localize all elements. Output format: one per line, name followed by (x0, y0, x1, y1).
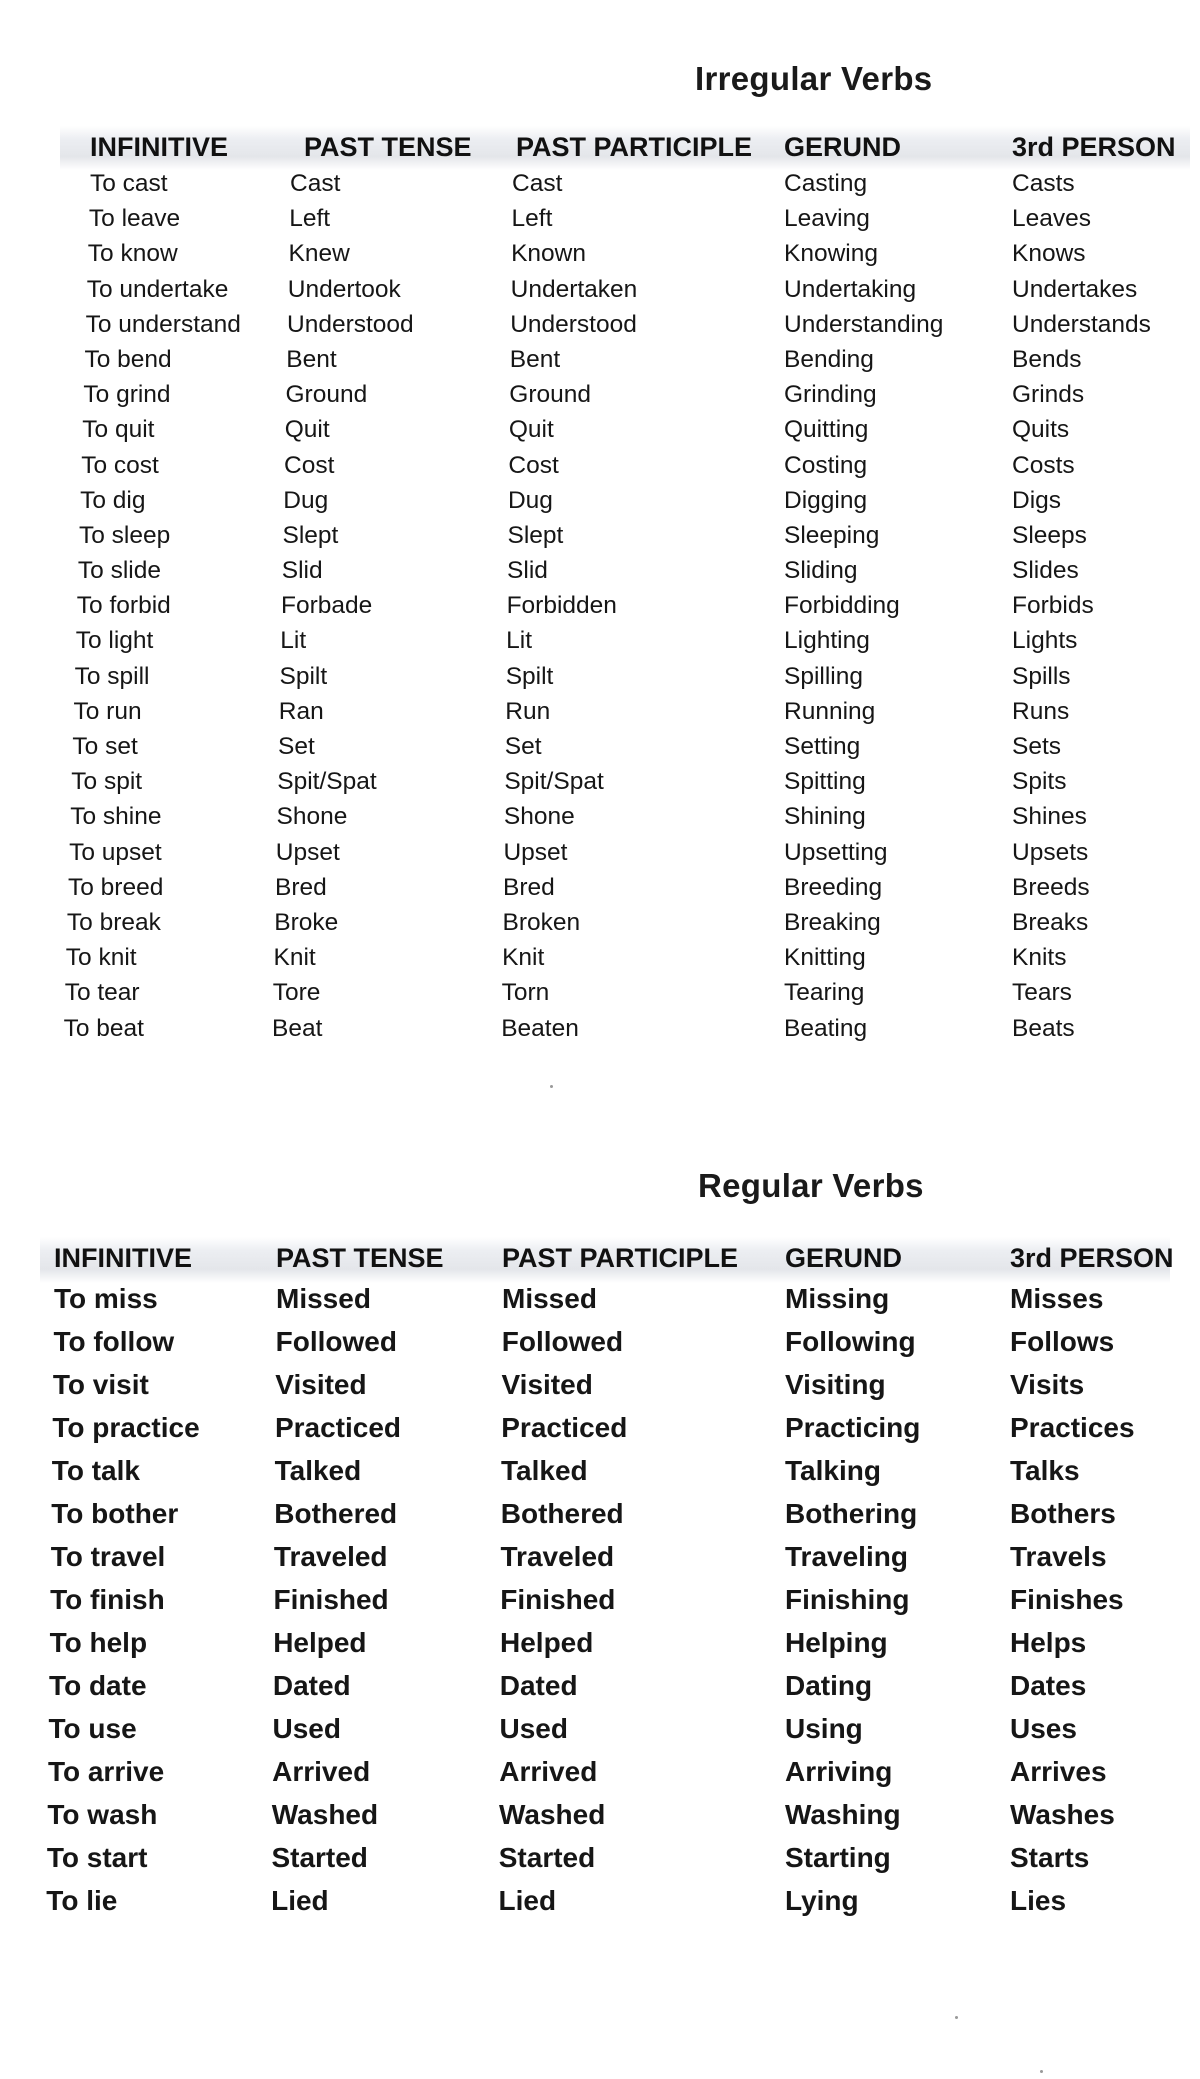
cell-infinitive: To leave (88, 205, 181, 233)
table-row (40, 1713, 1170, 1756)
cell-gerund: Casting (784, 170, 868, 197)
cell-past-participle: Broken (502, 908, 581, 936)
cell-third-person: Spills (1012, 662, 1071, 690)
cell-past-tense: Shone (276, 803, 348, 831)
cell-gerund: Lying (785, 1885, 859, 1916)
cell-past-participle: Finished (500, 1584, 616, 1615)
cell-past-participle: Cost (508, 451, 559, 479)
cell-past-tense: Spilt (279, 662, 328, 690)
table-row (60, 557, 1190, 592)
table-row (40, 1756, 1170, 1799)
cell-third-person: Talks (1010, 1455, 1080, 1486)
header-3rd-person: 3rd PERSON (1010, 1243, 1174, 1273)
cell-third-person: Sets (1012, 733, 1062, 760)
cell-past-participle: Started (498, 1842, 596, 1873)
cell-past-participle: Dug (507, 486, 553, 514)
cell-third-person: Undertakes (1012, 275, 1138, 303)
table-row (60, 909, 1190, 944)
irregular-rows (60, 170, 1190, 1050)
cell-past-participle: Bent (509, 345, 561, 373)
cell-past-tense: Cast (290, 170, 341, 197)
table-row (60, 416, 1190, 451)
cell-past-participle: Arrived (499, 1756, 598, 1787)
cell-gerund: Practicing (785, 1412, 921, 1443)
cell-infinitive: To bother (51, 1498, 179, 1529)
table-row (40, 1627, 1170, 1670)
cell-infinitive: To arrive (47, 1756, 165, 1787)
cell-gerund: Using (785, 1713, 863, 1744)
table-row (60, 979, 1190, 1014)
cell-past-tense: Cost (284, 451, 335, 479)
cell-past-participle: Missed (502, 1283, 597, 1314)
cell-gerund: Washing (785, 1799, 901, 1830)
cell-infinitive: To quit (82, 416, 155, 444)
cell-gerund: Knitting (784, 944, 866, 972)
regular-rows (40, 1283, 1170, 1928)
cell-past-participle: Shone (503, 803, 575, 831)
cell-infinitive: To wash (47, 1799, 158, 1830)
cell-third-person: Tears (1012, 979, 1072, 1007)
cell-past-tense: Beat (272, 1014, 323, 1042)
cell-past-participle: Undertaken (510, 275, 638, 303)
cell-past-participle: Ground (509, 381, 592, 409)
cell-infinitive: To upset (69, 838, 162, 866)
cell-third-person: Understands (1012, 310, 1151, 338)
table-row (40, 1670, 1170, 1713)
cell-gerund: Sleeping (784, 521, 880, 549)
cell-infinitive: To use (48, 1713, 137, 1744)
cell-past-participle: Followed (501, 1326, 624, 1357)
cell-infinitive: To slide (77, 557, 161, 585)
cell-past-participle: Lit (506, 627, 533, 655)
cell-past-tense: Dated (272, 1670, 351, 1701)
cell-past-participle: Upset (503, 838, 568, 866)
cell-third-person: Slides (1012, 557, 1079, 585)
cell-gerund: Following (785, 1326, 916, 1357)
cell-past-tense: Used (272, 1713, 341, 1744)
header-infinitive: INFINITIVE (90, 132, 229, 162)
cell-gerund: Bothering (785, 1498, 918, 1529)
cell-past-participle: Dated (499, 1670, 578, 1701)
cell-past-tense: Started (271, 1842, 368, 1873)
cell-infinitive: To forbid (76, 592, 171, 620)
cell-gerund: Starting (785, 1842, 891, 1873)
cell-gerund: Undertaking (784, 275, 917, 303)
header-infinitive: INFINITIVE (54, 1243, 193, 1273)
cell-third-person: Leaves (1012, 205, 1092, 233)
table-row (40, 1541, 1170, 1584)
cell-infinitive: To date (49, 1670, 147, 1701)
cell-infinitive: To set (72, 733, 138, 760)
header-past-tense: PAST TENSE (276, 1243, 444, 1273)
cell-past-tense: Helped (273, 1627, 367, 1658)
regular-verbs-table (40, 1237, 1174, 1928)
table-row (60, 170, 1190, 205)
table-row (60, 733, 1190, 768)
cell-gerund: Beating (784, 1014, 868, 1042)
cell-gerund: Upsetting (784, 838, 888, 866)
cell-third-person: Travels (1010, 1541, 1107, 1572)
table-row (60, 592, 1190, 627)
cell-past-tense: Set (278, 733, 315, 760)
cell-third-person: Bends (1012, 345, 1082, 373)
cell-infinitive: To dig (80, 486, 146, 514)
table-row (40, 1842, 1170, 1885)
cell-gerund: Dating (785, 1670, 873, 1701)
cell-infinitive: To bend (84, 345, 172, 373)
header-past-participle: PAST PARTICIPLE (516, 132, 753, 162)
cell-infinitive: To spit (71, 768, 143, 796)
cell-past-tense: Washed (271, 1799, 379, 1830)
header-gerund: GERUND (785, 1243, 903, 1273)
cell-infinitive: To follow (53, 1326, 175, 1357)
irregular-header-row (60, 126, 1190, 170)
cell-third-person: Grinds (1012, 381, 1085, 409)
table-row (60, 627, 1190, 662)
cell-third-person: Misses (1010, 1283, 1104, 1314)
cell-past-tense: Ground (285, 381, 368, 409)
cell-past-participle: Spit/Spat (504, 768, 604, 796)
cell-third-person: Spits (1012, 768, 1067, 796)
cell-infinitive: To practice (52, 1412, 200, 1443)
cell-infinitive: To run (73, 697, 142, 725)
cell-past-participle: Lied (498, 1885, 557, 1916)
cell-gerund: Missing (785, 1283, 890, 1314)
table-row (40, 1326, 1170, 1369)
table-row (60, 874, 1190, 909)
cell-third-person: Helps (1010, 1627, 1087, 1658)
cell-infinitive: To cast (90, 170, 168, 197)
cell-infinitive: To spill (74, 662, 150, 690)
cell-past-participle: Forbidden (506, 592, 617, 620)
cell-past-tense: Ran (278, 697, 324, 725)
cell-past-tense: Quit (284, 416, 330, 444)
cell-past-tense: Knew (288, 240, 350, 268)
cell-third-person: Beats (1012, 1014, 1075, 1042)
regular-header-row (40, 1237, 1174, 1283)
cell-third-person: Runs (1012, 697, 1070, 725)
cell-infinitive: To help (49, 1627, 148, 1658)
cell-past-tense: Slept (282, 521, 339, 549)
cell-third-person: Quits (1012, 416, 1070, 444)
cell-past-tense: Bothered (274, 1498, 398, 1529)
table-row (40, 1455, 1170, 1498)
cell-gerund: Costing (784, 451, 868, 479)
cell-third-person: Arrives (1010, 1756, 1107, 1787)
cell-past-participle: Slid (507, 557, 548, 585)
cell-past-tense: Followed (275, 1326, 397, 1357)
cell-gerund: Quitting (784, 416, 869, 444)
table-row (40, 1799, 1170, 1842)
scan-speck (1040, 2070, 1043, 2073)
header-3rd-person: 3rd PERSON (1012, 132, 1176, 162)
cell-gerund: Understanding (784, 310, 944, 338)
cell-past-participle: Understood (510, 310, 637, 338)
table-row (40, 1283, 1170, 1326)
cell-infinitive: To breed (68, 873, 164, 901)
cell-infinitive: To miss (54, 1283, 158, 1314)
cell-gerund: Talking (785, 1455, 881, 1486)
cell-gerund: Traveling (785, 1541, 908, 1572)
cell-past-participle: Knit (502, 944, 545, 972)
cell-past-tense: Slid (281, 557, 323, 585)
cell-infinitive: To shine (70, 803, 162, 831)
cell-third-person: Starts (1010, 1842, 1090, 1873)
cell-past-tense: Knit (273, 944, 316, 972)
table-row (60, 381, 1190, 416)
table-row (60, 311, 1190, 346)
table-row (60, 663, 1190, 698)
cell-past-tense: Undertook (287, 275, 401, 303)
cell-infinitive: To light (75, 627, 154, 655)
table-row (40, 1369, 1170, 1412)
cell-past-tense: Dug (283, 486, 329, 514)
cell-past-participle: Washed (499, 1799, 606, 1830)
cell-gerund: Bending (784, 345, 874, 373)
cell-infinitive: To knit (65, 944, 137, 972)
cell-past-tense: Bent (286, 345, 337, 373)
table-row (60, 522, 1190, 557)
cell-third-person: Lies (1010, 1885, 1067, 1916)
cell-infinitive: To visit (52, 1369, 149, 1400)
cell-past-participle: Run (505, 697, 551, 725)
cell-past-participle: Bothered (500, 1498, 624, 1529)
cell-past-participle: Practiced (501, 1412, 628, 1443)
irregular-verbs-table (60, 126, 1190, 1050)
table-row (60, 1015, 1190, 1050)
cell-third-person: Breaks (1012, 908, 1089, 936)
cell-past-participle: Quit (508, 416, 554, 444)
cell-infinitive: To tear (64, 979, 140, 1007)
header-past-participle: PAST PARTICIPLE (502, 1243, 739, 1273)
cell-past-participle: Torn (501, 979, 550, 1007)
cell-infinitive: To grind (83, 381, 171, 409)
table-row (40, 1584, 1170, 1627)
cell-third-person: Upsets (1012, 838, 1089, 866)
cell-third-person: Practices (1010, 1412, 1135, 1443)
table-row (60, 487, 1190, 522)
cell-third-person: Casts (1012, 170, 1075, 197)
cell-past-tense: Understood (287, 310, 414, 338)
cell-past-participle: Used (499, 1713, 568, 1744)
cell-third-person: Visits (1010, 1369, 1085, 1400)
cell-gerund: Leaving (784, 205, 870, 233)
cell-past-participle: Visited (501, 1369, 593, 1400)
cell-past-participle: Helped (500, 1627, 594, 1658)
cell-third-person: Follows (1010, 1326, 1115, 1357)
cell-infinitive: To start (46, 1842, 148, 1873)
cell-gerund: Grinding (784, 381, 877, 409)
table-row (60, 452, 1190, 487)
cell-infinitive: To lie (46, 1885, 118, 1916)
cell-past-tense: Practiced (274, 1412, 402, 1443)
cell-past-participle: Beaten (501, 1014, 579, 1042)
cell-third-person: Finishes (1010, 1584, 1124, 1615)
cell-gerund: Tearing (784, 979, 865, 1007)
cell-gerund: Setting (784, 733, 861, 760)
cell-gerund: Finishing (785, 1584, 910, 1615)
cell-past-participle: Traveled (500, 1541, 615, 1572)
cell-infinitive: To break (66, 908, 161, 936)
cell-past-tense: Tore (272, 979, 321, 1007)
cell-past-tense: Forbade (281, 592, 373, 620)
cell-third-person: Knows (1012, 240, 1086, 268)
cell-past-tense: Upset (275, 838, 340, 866)
cell-third-person: Lights (1012, 627, 1078, 655)
cell-gerund: Spitting (784, 768, 866, 796)
cell-past-tense: Visited (275, 1369, 367, 1400)
cell-gerund: Lighting (784, 627, 870, 655)
cell-past-tense: Lied (271, 1885, 329, 1916)
cell-past-participle: Known (511, 240, 587, 268)
cell-third-person: Bothers (1010, 1498, 1116, 1529)
cell-gerund: Spilling (784, 662, 863, 690)
cell-past-participle: Bred (503, 873, 555, 901)
table-row (40, 1498, 1170, 1541)
cell-third-person: Knits (1012, 944, 1067, 972)
cell-past-participle: Talked (501, 1455, 588, 1486)
cell-third-person: Dates (1010, 1670, 1087, 1701)
cell-infinitive: To cost (81, 451, 159, 479)
regular-verbs-title: Regular Verbs (698, 1167, 924, 1204)
cell-past-tense: Talked (274, 1455, 362, 1486)
table-row (60, 768, 1190, 803)
cell-gerund: Forbidding (784, 592, 900, 620)
cell-gerund: Visiting (785, 1369, 886, 1400)
cell-past-participle: Slept (507, 521, 564, 549)
cell-third-person: Washes (1010, 1799, 1115, 1830)
table-row (60, 698, 1190, 733)
cell-infinitive: To travel (50, 1541, 166, 1572)
irregular-verbs-title: Irregular Verbs (695, 60, 933, 97)
table-row (60, 276, 1190, 311)
cell-gerund: Digging (784, 486, 868, 514)
cell-infinitive: To know (87, 240, 178, 268)
cell-gerund: Running (784, 697, 876, 725)
cell-past-tense: Broke (274, 908, 339, 936)
cell-infinitive: To beat (63, 1014, 144, 1042)
cell-past-tense: Left (289, 205, 331, 233)
header-past-tense: PAST TENSE (304, 132, 472, 162)
cell-gerund: Knowing (784, 240, 878, 268)
cell-third-person: Forbids (1012, 592, 1094, 620)
cell-infinitive: To undertake (86, 275, 229, 303)
table-row (40, 1885, 1170, 1928)
cell-gerund: Shining (784, 803, 866, 831)
cell-third-person: Uses (1010, 1713, 1077, 1744)
cell-past-tense: Lit (280, 627, 307, 655)
cell-gerund: Breaking (784, 908, 881, 936)
header-gerund: GERUND (784, 132, 902, 162)
scan-speck (955, 2016, 958, 2019)
cell-past-tense: Spit/Spat (277, 768, 377, 796)
cell-third-person: Costs (1012, 451, 1075, 479)
table-row (60, 803, 1190, 838)
cell-third-person: Shines (1012, 803, 1087, 831)
table-row (60, 240, 1190, 275)
cell-past-tense: Traveled (273, 1541, 388, 1572)
cell-past-tense: Arrived (272, 1756, 371, 1787)
cell-infinitive: To sleep (79, 521, 171, 549)
cell-infinitive: To finish (50, 1584, 165, 1615)
cell-past-participle: Cast (512, 170, 563, 197)
cell-past-tense: Bred (275, 873, 327, 901)
cell-past-participle: Set (504, 733, 542, 760)
table-row (60, 346, 1190, 381)
cell-gerund: Helping (785, 1627, 888, 1658)
cell-past-tense: Missed (276, 1283, 371, 1314)
scan-speck (550, 1085, 553, 1088)
cell-past-participle: Spilt (505, 662, 554, 690)
cell-gerund: Breeding (784, 873, 883, 901)
cell-past-participle: Left (511, 205, 553, 233)
cell-infinitive: To talk (51, 1455, 140, 1486)
table-row (60, 839, 1190, 874)
cell-infinitive: To understand (85, 310, 241, 338)
cell-past-tense: Finished (273, 1584, 389, 1615)
cell-third-person: Digs (1012, 486, 1062, 514)
cell-third-person: Breeds (1012, 873, 1090, 901)
table-row (40, 1412, 1170, 1455)
cell-gerund: Arriving (785, 1756, 893, 1787)
cell-third-person: Sleeps (1012, 521, 1087, 549)
table-row (60, 205, 1190, 240)
table-row (60, 944, 1190, 979)
cell-gerund: Sliding (784, 557, 858, 585)
